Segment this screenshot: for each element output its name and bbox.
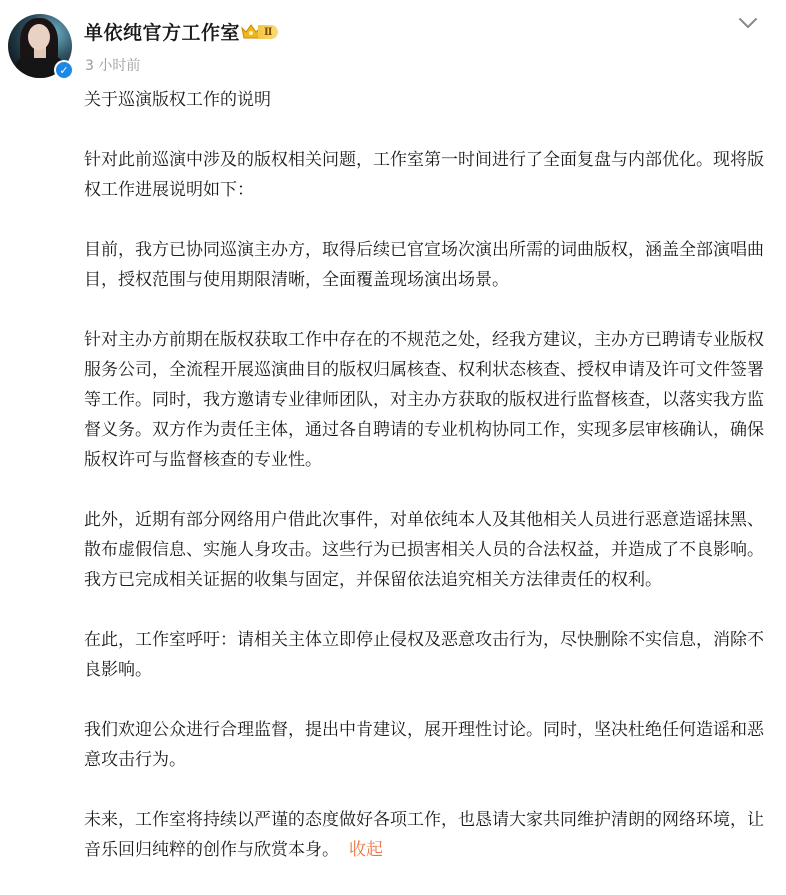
post-paragraph-text: 未来，工作室将持续以严谨的态度做好各项工作，也恳请大家共同维护清朗的网络环境，让音乐回归纯粹的创作与欣赏本身。 [84,810,764,860]
post-title: 关于巡演版权工作的说明 [84,90,271,110]
verified-icon: ✓ [54,60,74,80]
post-last-paragraph [84,805,774,865]
level-badge-text: Ⅱ [258,25,278,39]
avatar[interactable] [8,14,72,78]
post-header [0,0,786,90]
post-timestamp: 3 小时前 [85,58,141,74]
post-paragraph: 此外，近期有部分网络用户借此次事件，对单依纯本人及其他相关人员进行恶意造谣抹黑、散布虚假信息、实施人身攻击。这些行为已损害相关人员的合法权益，并造成了不良影响。我方已完成相关证据的收集与固定，并保留依法追究相关方法律责任的权利。 [84,510,764,590]
chevron-down-icon[interactable] [738,16,758,30]
post-paragraph: 针对主办方前期在版权获取工作中存在的不规范之处，经我方建议，主办方已聘请专业版权服务公司，全流程开展巡演曲目的版权归属核查、权利状态核查、授权申请及许可文件签署等工作。同时，我方邀请专业律师团队，对主办方获取的版权进行监督核查，以落实我方监督义务。双方作为责任主体，通过各自聘请的专业机构协同工作，实现多层审核确认，确保版权许可与监督核查的专业性。 [84,330,764,470]
level-badge[interactable] [240,23,278,41]
collapse-link[interactable]: 收起 [349,840,383,860]
post-paragraph: 针对此前巡演中涉及的版权相关问题，工作室第一时间进行了全面复盘与内部优化。现将版权工作进展说明如下： [84,150,764,200]
post-paragraph: 在此，工作室呼吁：请相关主体立即停止侵权及恶意攻击行为，尽快删除不实信息，消除不良影响。 [84,630,764,680]
post-content [84,85,774,895]
post-paragraph: 我们欢迎公众进行合理监督，提出中肯建议，展开理性讨论。同时，坚决杜绝任何造谣和恶意攻击行为。 [84,720,764,770]
author-name[interactable]: 单依纯官方工作室 [84,22,241,44]
post-paragraph: 目前，我方已协同巡演主办方，取得后续已官宣场次演出所需的词曲版权，涵盖全部演唱曲目，授权范围与使用期限清晰，全面覆盖现场演出场景。 [84,240,764,290]
